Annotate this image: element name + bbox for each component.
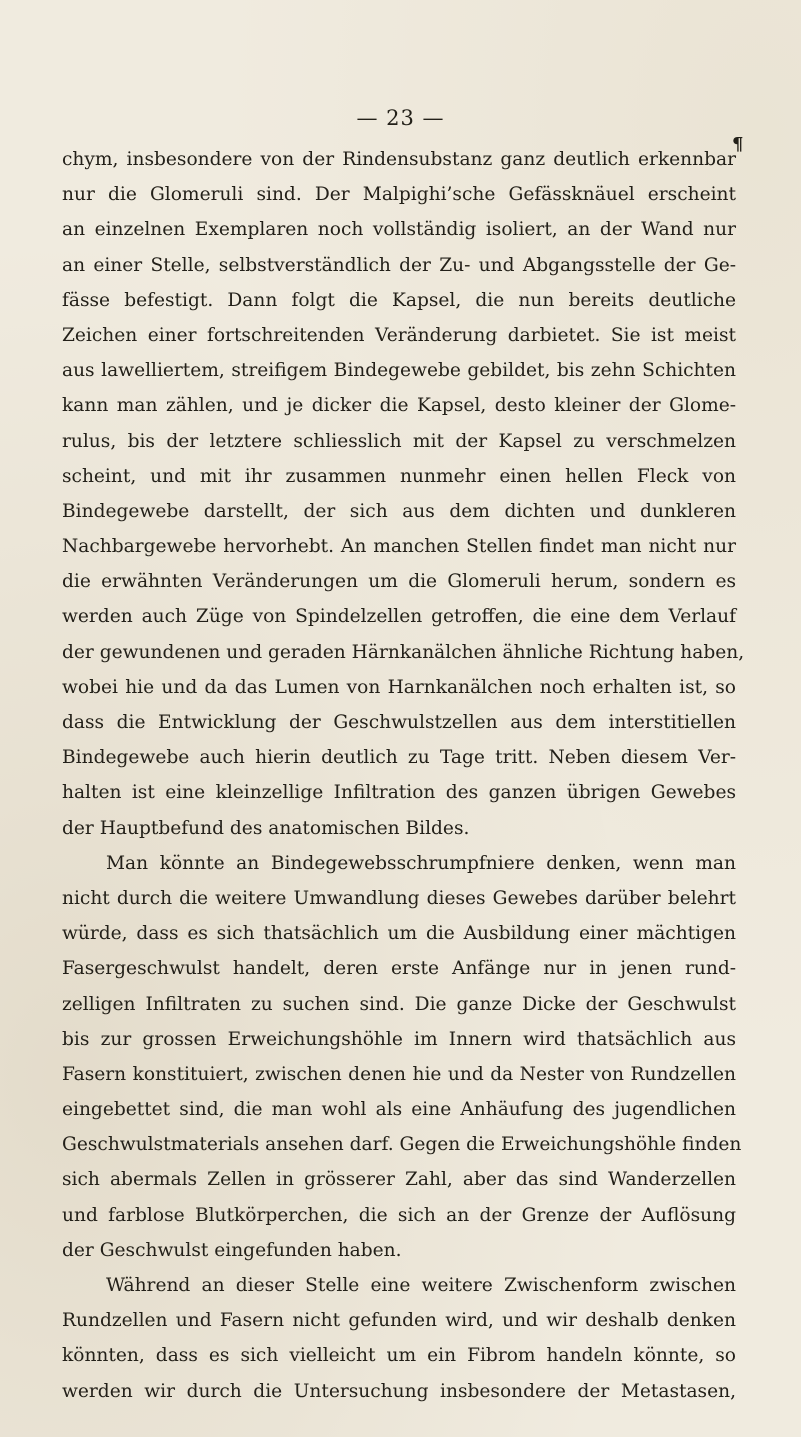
text-line: Nachbargewebe hervorhebt. An manchen Stellen findet man nicht nur — [62, 536, 736, 558]
text-line: die erwähnten Veränderungen um die Glomeruli herum, sondern es — [62, 571, 736, 593]
text-line: Geschwulstmaterials ansehen darf. Gegen die Erweichungshöhle finden — [62, 1134, 742, 1156]
text-line: werden wir durch die Untersuchung insbesondere der Metastasen, — [62, 1380, 736, 1402]
text-line: zelligen Infiltraten zu suchen sind. Die ganze Dicke der Geschwulst — [62, 993, 736, 1015]
text-line: werden auch Züge von Spindelzellen getroffen, die eine dem Verlauf — [62, 606, 736, 628]
text-line: aus lawelliertem, streifigem Bindegewebe gebildet, bis zehn Schichten — [62, 360, 736, 382]
text-line: an einzelnen Exemplaren noch vollständig isoliert, an der Wand nur — [62, 219, 736, 241]
text-line: Fasergeschwulst handelt, deren erste Anfänge nur in jenen rund- — [62, 958, 736, 980]
text-line: sich abermals Zellen in grösserer Zahl, aber das sind Wanderzellen — [62, 1169, 736, 1191]
text-line: der gewundenen und geraden Härnkanälchen ähnliche Richtung haben, — [62, 641, 745, 663]
text-line: Fasern konstituiert, zwischen denen hie und da Nester von Rundzellen — [62, 1063, 736, 1085]
text-line: eingebettet sind, die man wohl als eine Anhäufung des jugendlichen — [62, 1099, 736, 1121]
text-line: Bindegewebe auch hierin deutlich zu Tage tritt. Neben diesem Ver- — [62, 747, 736, 769]
text-line: rulus, bis der letztere schliesslich mit der Kapsel zu verschmelzen — [62, 430, 736, 452]
paragraph-start-line: Man könnte an Bindegewebsschrumpfniere denken, wenn man — [106, 852, 736, 874]
text-line: scheint, und mit ihr zusammen nunmehr einen hellen Fleck von — [62, 465, 736, 487]
text-line: Bindegewebe darstellt, der sich aus dem dichten und dunkleren — [62, 500, 736, 522]
paragraph-start-line: Während an dieser Stelle eine weitere Zwischenform zwischen — [106, 1275, 736, 1296]
text-line: und farblose Blutkörperchen, die sich an der Grenze der Auflösung — [62, 1204, 736, 1226]
paragraph-end-line: der Hauptbefund des anatomischen Bildes. — [62, 817, 470, 839]
text-line: fässe befestigt. Dann folgt die Kapsel, die nun bereits deutliche — [62, 289, 736, 311]
text-line: dass die Entwicklung der Geschwulstzellen aus dem interstitiellen — [62, 712, 736, 733]
text-line: nicht durch die weitere Umwandlung dieses Gewebes darüber belehrt — [62, 887, 736, 909]
text-line: chym, insbesondere von der Rindensubstanz ganz deutlich erkennbar — [62, 149, 736, 170]
text-line: halten ist eine kleinzellige Infiltration des ganzen übrigen Gewebes — [62, 782, 736, 804]
page-number: — 23 — — [356, 106, 445, 130]
text-line: an einer Stelle, selbstverständlich der Zu- und Abgangsstelle der Ge- — [62, 254, 736, 276]
text-line: kann man zählen, und je dicker die Kapsel, desto kleiner der Glome- — [62, 395, 736, 417]
text-line: Zeichen einer fortschreitenden Veränderung darbietet. Sie ist meist — [62, 324, 736, 346]
text-line: nur die Glomeruli sind. Der Malpighi’sche Gefässknäuel erscheint — [62, 184, 736, 206]
text-line: würde, dass es sich thatsächlich um die Ausbildung einer mächtigen — [62, 923, 736, 945]
paragraph-end-line: der Geschwulst eingefunden haben. — [62, 1239, 402, 1261]
margin-mark: ¶ — [732, 134, 744, 155]
text-line: wobei hie und da das Lumen von Harnkanälchen noch erhalten ist, so — [62, 676, 736, 698]
text-line: bis zur grossen Erweichungshöhle im Innern wird thatsächlich aus — [62, 1028, 736, 1050]
text-line: Rundzellen und Fasern nicht gefunden wird, und wir deshalb denken — [62, 1310, 736, 1332]
text-line: könnten, dass es sich vielleicht um ein Fibrom handeln könnte, so — [62, 1345, 736, 1367]
body-text — [62, 142, 745, 1409]
